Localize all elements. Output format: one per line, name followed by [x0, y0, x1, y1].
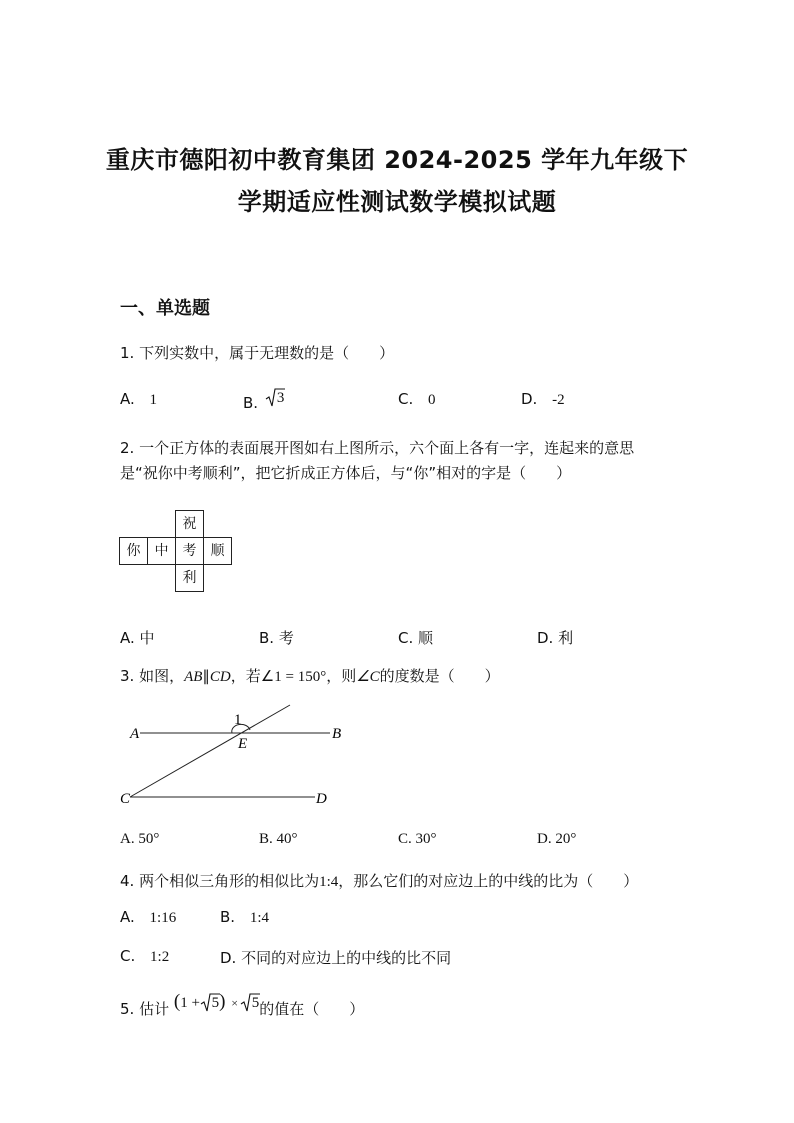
label-angle-1: 1: [234, 712, 242, 728]
parallel-lines-figure: [110, 700, 360, 815]
question-1-stem: 1. 下列实数中，属于无理数的是（ ）: [120, 344, 395, 362]
option-label: A.: [120, 908, 135, 926]
question-5-stem: [120, 991, 365, 1020]
q3-option-c: C. 30°: [398, 831, 437, 847]
sqrt-five-1: [204, 995, 220, 1012]
q3-option-d: D. 20°: [537, 831, 577, 847]
right-paren: ): [219, 991, 226, 1012]
q1-option-c: [398, 390, 436, 409]
q3-option-b: B. 40°: [259, 831, 298, 847]
parallel-symbol: ∥: [202, 669, 210, 685]
net-cell-2: 中: [147, 537, 176, 565]
question-4-stem: [120, 870, 638, 891]
question-3-stem: [120, 665, 500, 686]
stem-text: 5. 估计: [120, 1000, 170, 1018]
option-value: 1:16: [149, 910, 177, 926]
stem-text: 4. 两个相似三角形的相似比为: [120, 872, 320, 890]
stem-text: 3. 如图，: [120, 667, 185, 685]
stem-text: ，若: [230, 667, 261, 685]
math-cd: CD: [209, 669, 231, 685]
radicand: 5: [211, 995, 220, 1011]
stem-text: ，则: [326, 667, 357, 685]
label-b: B: [332, 726, 342, 742]
option-value: 1:4: [249, 910, 270, 926]
q1-option-d: [521, 390, 565, 409]
q2-option-a: A. 中: [120, 629, 155, 647]
q4-option-a: [120, 908, 176, 927]
sqrt-five-2: [244, 995, 260, 1012]
q2-option-c: C. 顺: [398, 629, 434, 647]
option-label: A.: [120, 390, 135, 408]
option-value: 0: [428, 392, 436, 408]
label-e: E: [238, 736, 248, 752]
q4-option-d: D. 不同的对应边上的中线的比不同: [220, 949, 452, 967]
label-a: A: [130, 726, 140, 742]
math-ratio: 1:4: [319, 874, 339, 890]
option-value: -2: [552, 392, 565, 408]
q1-option-b: [243, 388, 285, 412]
stem-text: ，那么它们的对应边上的中线的比为（ ）: [338, 872, 639, 890]
radical-sign-icon: [240, 992, 260, 1012]
math-ab: AB: [184, 669, 203, 685]
q1-option-a: [120, 390, 157, 409]
page-title-line2: 学期适应性测试数学模拟试题: [237, 188, 557, 216]
question-2-stem-line2: 是“祝你中考顺利”，把它折成正方体后，与“你”相对的字是（ ）: [120, 464, 572, 482]
q2-option-d: D. 利: [537, 629, 574, 647]
radical-sign-icon: [200, 992, 220, 1012]
option-value: 1: [149, 392, 158, 408]
math-angle: ∠1 = 150°: [260, 669, 327, 685]
expr-term: 1 +: [180, 995, 200, 1011]
q4-option-c: [120, 947, 169, 966]
net-cell-3: 考: [175, 537, 204, 565]
math-angle-c: ∠C: [356, 669, 380, 685]
label-d: D: [316, 791, 327, 807]
net-cell-bottom: 利: [175, 564, 204, 592]
sqrt-expression: [269, 390, 285, 407]
option-value: 1:2: [150, 949, 170, 965]
q2-option-b: B. 考: [259, 629, 294, 647]
net-cell-top: 祝: [175, 510, 204, 538]
option-label: B.: [220, 908, 236, 926]
radicand: 3: [276, 390, 285, 406]
radical-sign-icon: [265, 387, 285, 407]
left-paren: (: [173, 991, 181, 1012]
math-expression: [174, 991, 259, 1013]
times-symbol: ×: [231, 996, 239, 1010]
stem-text: 的度数是（ ）: [379, 667, 500, 685]
option-label: D.: [521, 390, 538, 408]
radicand: 5: [251, 995, 260, 1011]
label-c: C: [120, 791, 131, 807]
option-label: C.: [120, 947, 136, 965]
q3-option-a: A. 50°: [120, 831, 160, 847]
q4-option-b: [220, 908, 269, 927]
net-cell-4: 顺: [203, 537, 232, 565]
option-label: B.: [243, 394, 259, 412]
transversal-line: [130, 705, 290, 797]
question-2-stem-line1: 2. 一个正方体的表面展开图如右上图所示，六个面上各有一字，连起来的意思: [120, 439, 635, 457]
option-label: C.: [398, 390, 414, 408]
net-cell-1: 你: [119, 537, 148, 565]
stem-text: 的值在（ ）: [259, 1000, 365, 1018]
section-heading: 一、单选题: [120, 298, 210, 319]
page-title-line1: 重庆市德阳初中教育集团 2024-2025 学年九年级下: [105, 146, 689, 174]
